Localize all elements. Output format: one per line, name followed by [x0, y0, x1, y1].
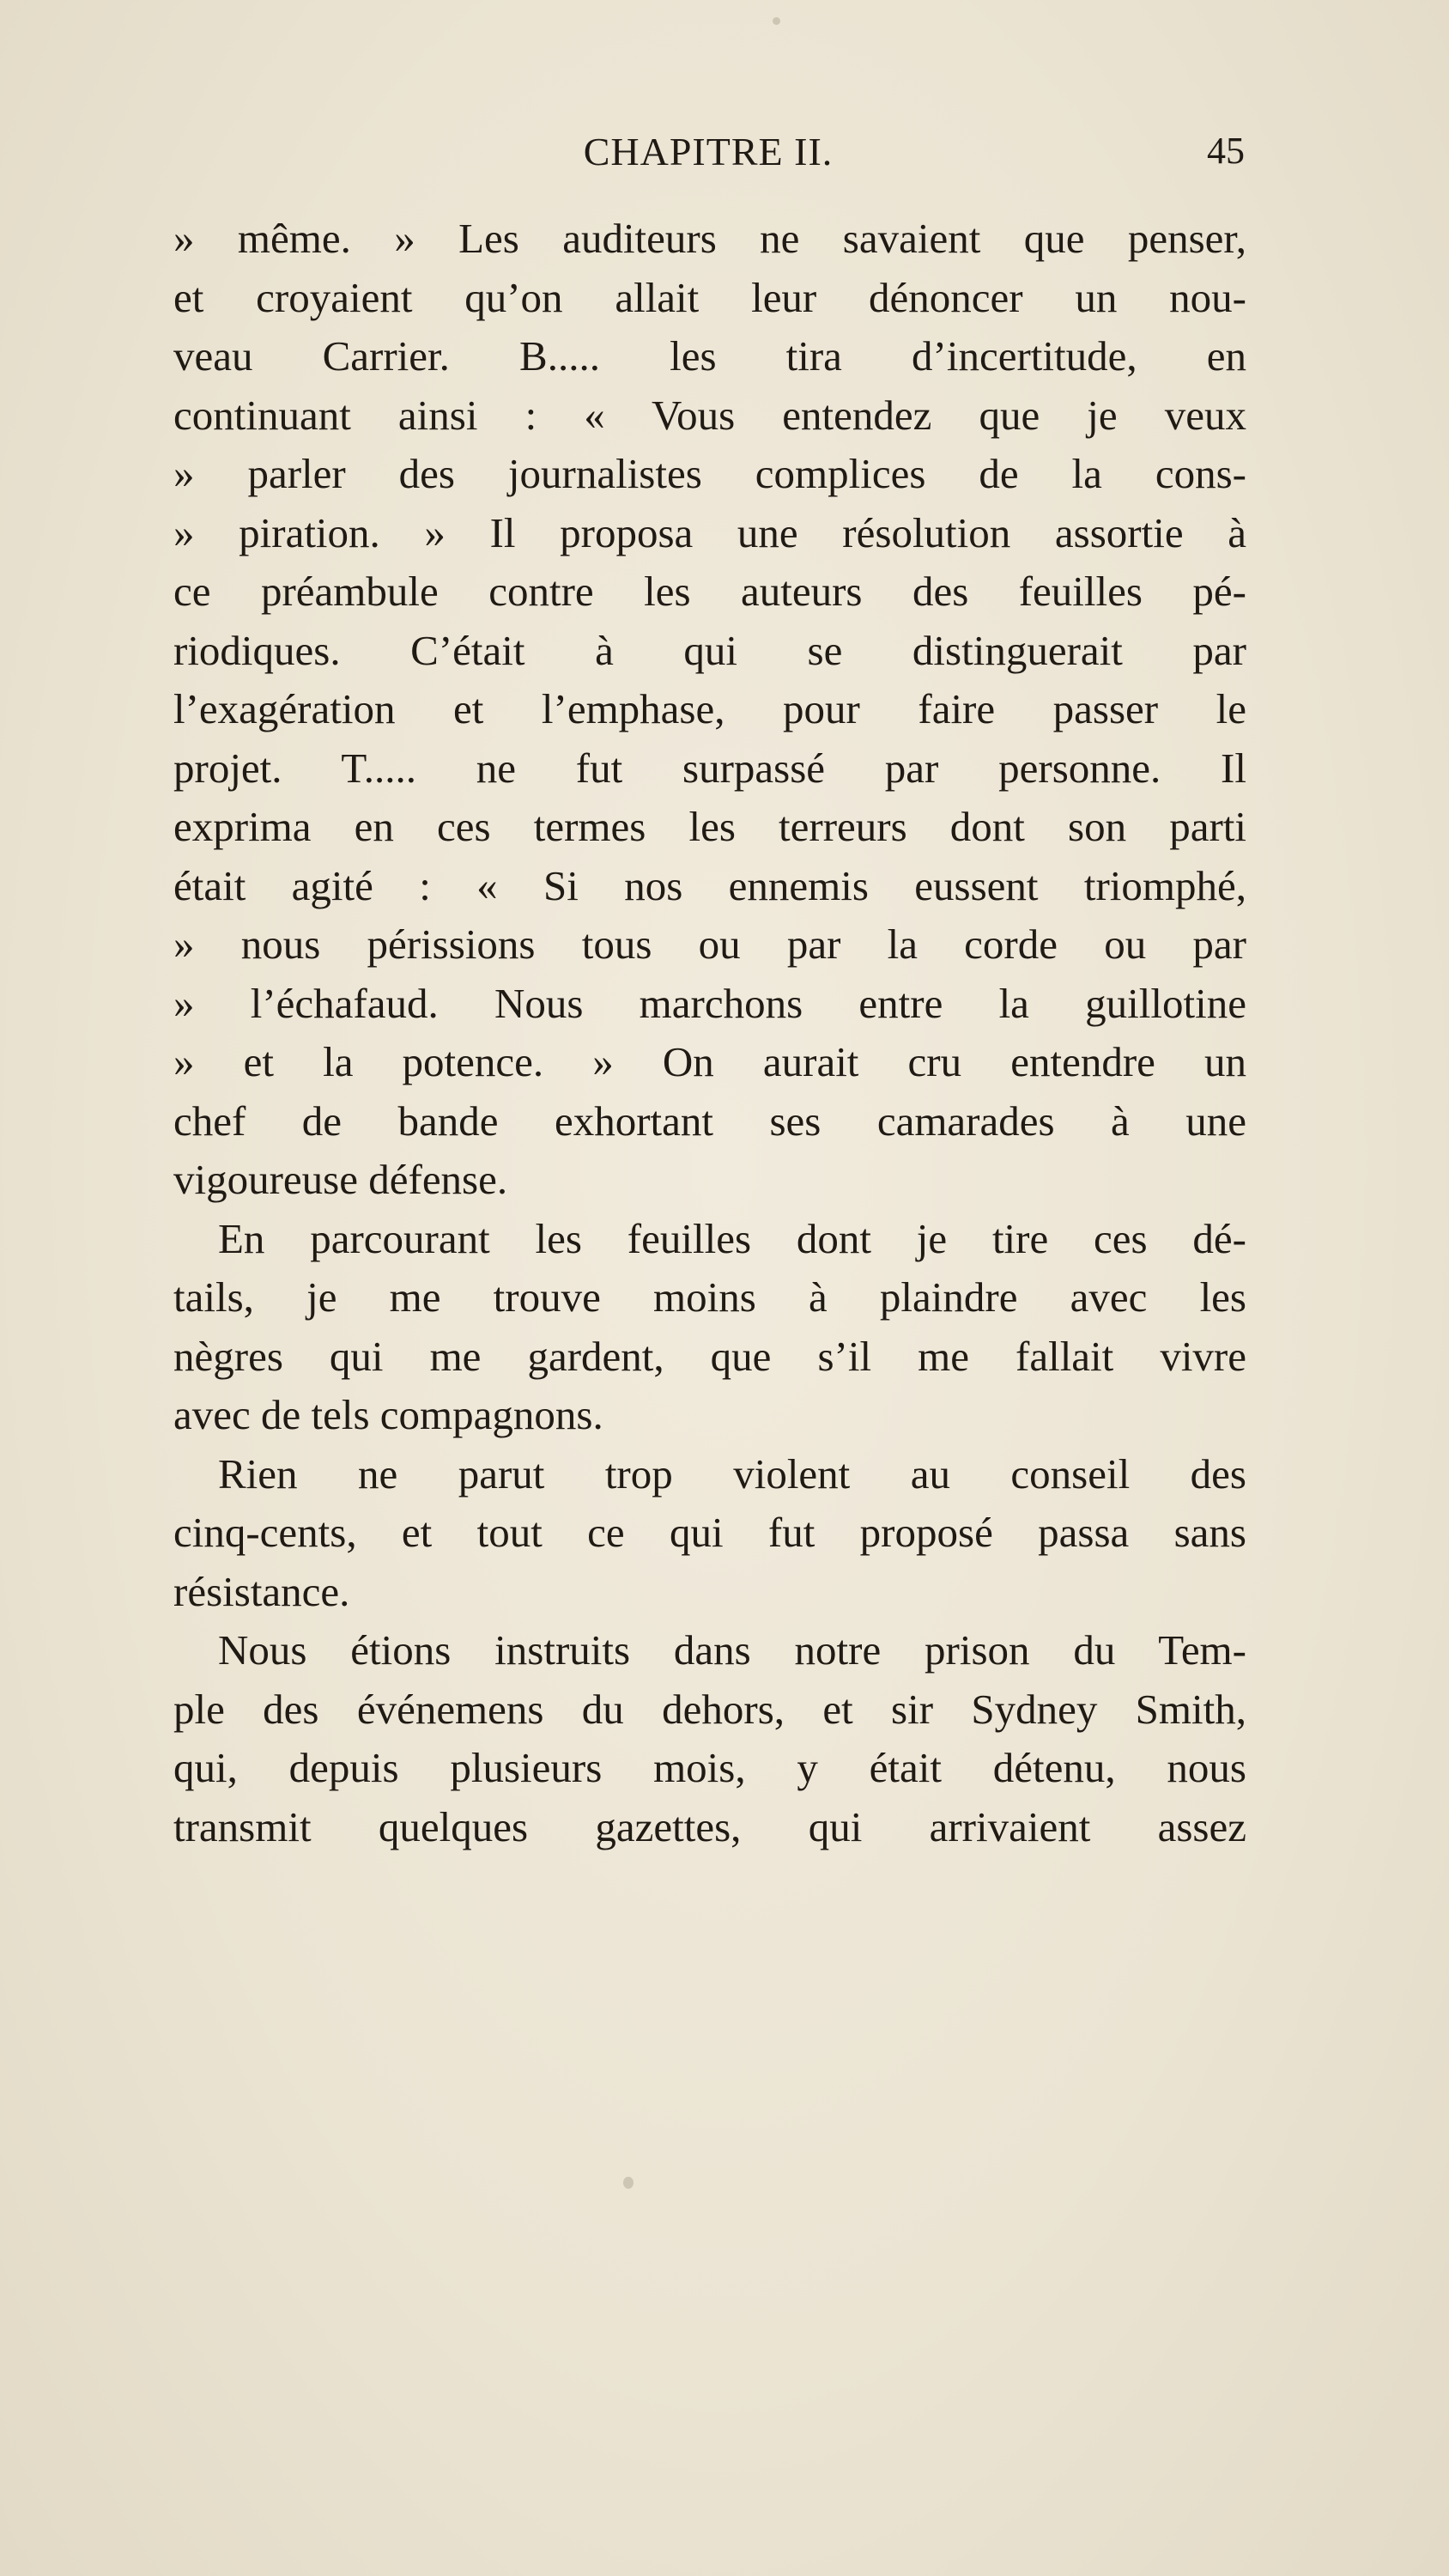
- page-number: 45: [1207, 130, 1245, 172]
- paragraph-end-line: avec de tels compagnons.: [173, 1391, 603, 1438]
- text-line: tails, je me trouve moins à plaindre avec les: [173, 1273, 1246, 1321]
- text-line: exprima en ces termes les terreurs dont son parti: [173, 803, 1246, 850]
- paper-speck: [623, 2177, 634, 2189]
- text-line: et croyaient qu’on allait leur dénoncer un nou-: [173, 273, 1246, 321]
- running-title: CHAPITRE II.: [583, 130, 834, 173]
- text-line: » et la potence. » On aurait cru entendre un: [173, 1038, 1246, 1085]
- paragraph-start-line: Nous étions instruits dans notre prison du Tem-: [218, 1626, 1246, 1674]
- paper-speck: [773, 17, 780, 25]
- text-line: » l’échafaud. Nous marchons entre la guillotine: [173, 979, 1246, 1027]
- text-line: transmit quelques gazettes, qui arrivaient assez: [173, 1802, 1246, 1850]
- text-line: cinq-cents, et tout ce qui fut proposé passa sans: [173, 1509, 1246, 1556]
- text-line: » nous périssions tous ou par la corde ou par: [173, 920, 1246, 968]
- text-line: l’exagération et l’emphase, pour faire passer le: [173, 685, 1246, 732]
- body-text: [173, 210, 1246, 1856]
- text-line: qui, depuis plusieurs mois, y était détenu, nous: [173, 1744, 1246, 1791]
- text-line: » même. » Les auditeurs ne savaient que penser,: [173, 215, 1246, 262]
- text-line: ple des événemens du dehors, et sir Sydney Smith,: [173, 1685, 1246, 1733]
- text-line: » piration. » Il proposa une résolution assortie à: [173, 508, 1246, 556]
- paragraph-end-line: vigoureuse défense.: [173, 1156, 508, 1203]
- paragraph-end-line: résistance.: [173, 1567, 350, 1615]
- text-line: nègres qui me gardent, que s’il me fallait vivre: [173, 1332, 1246, 1380]
- text-line: riodiques. C’était à qui se distinguerait par: [173, 626, 1246, 674]
- page-header: [172, 129, 1245, 189]
- text-line: ce préambule contre les auteurs des feuilles pé-: [173, 568, 1246, 615]
- text-line: veau Carrier. B..... les tira d’incertitude, en: [173, 332, 1246, 380]
- text-line: continuant ainsi : « Vous entendez que je veux: [173, 391, 1246, 439]
- text-line: » parler des journalistes complices de la cons-: [173, 450, 1246, 497]
- paragraph-start-line: Rien ne parut trop violent au conseil des: [218, 1449, 1246, 1498]
- text-line: projet. T..... ne fut surpassé par personne. Il: [173, 744, 1246, 792]
- text-line: était agité : « Si nos ennemis eussent triomphé,: [173, 861, 1246, 909]
- text-line: chef de bande exhortant ses camarades à une: [173, 1097, 1246, 1145]
- paragraph-start-line: En parcourant les feuilles dont je tire ces dé-: [218, 1214, 1246, 1262]
